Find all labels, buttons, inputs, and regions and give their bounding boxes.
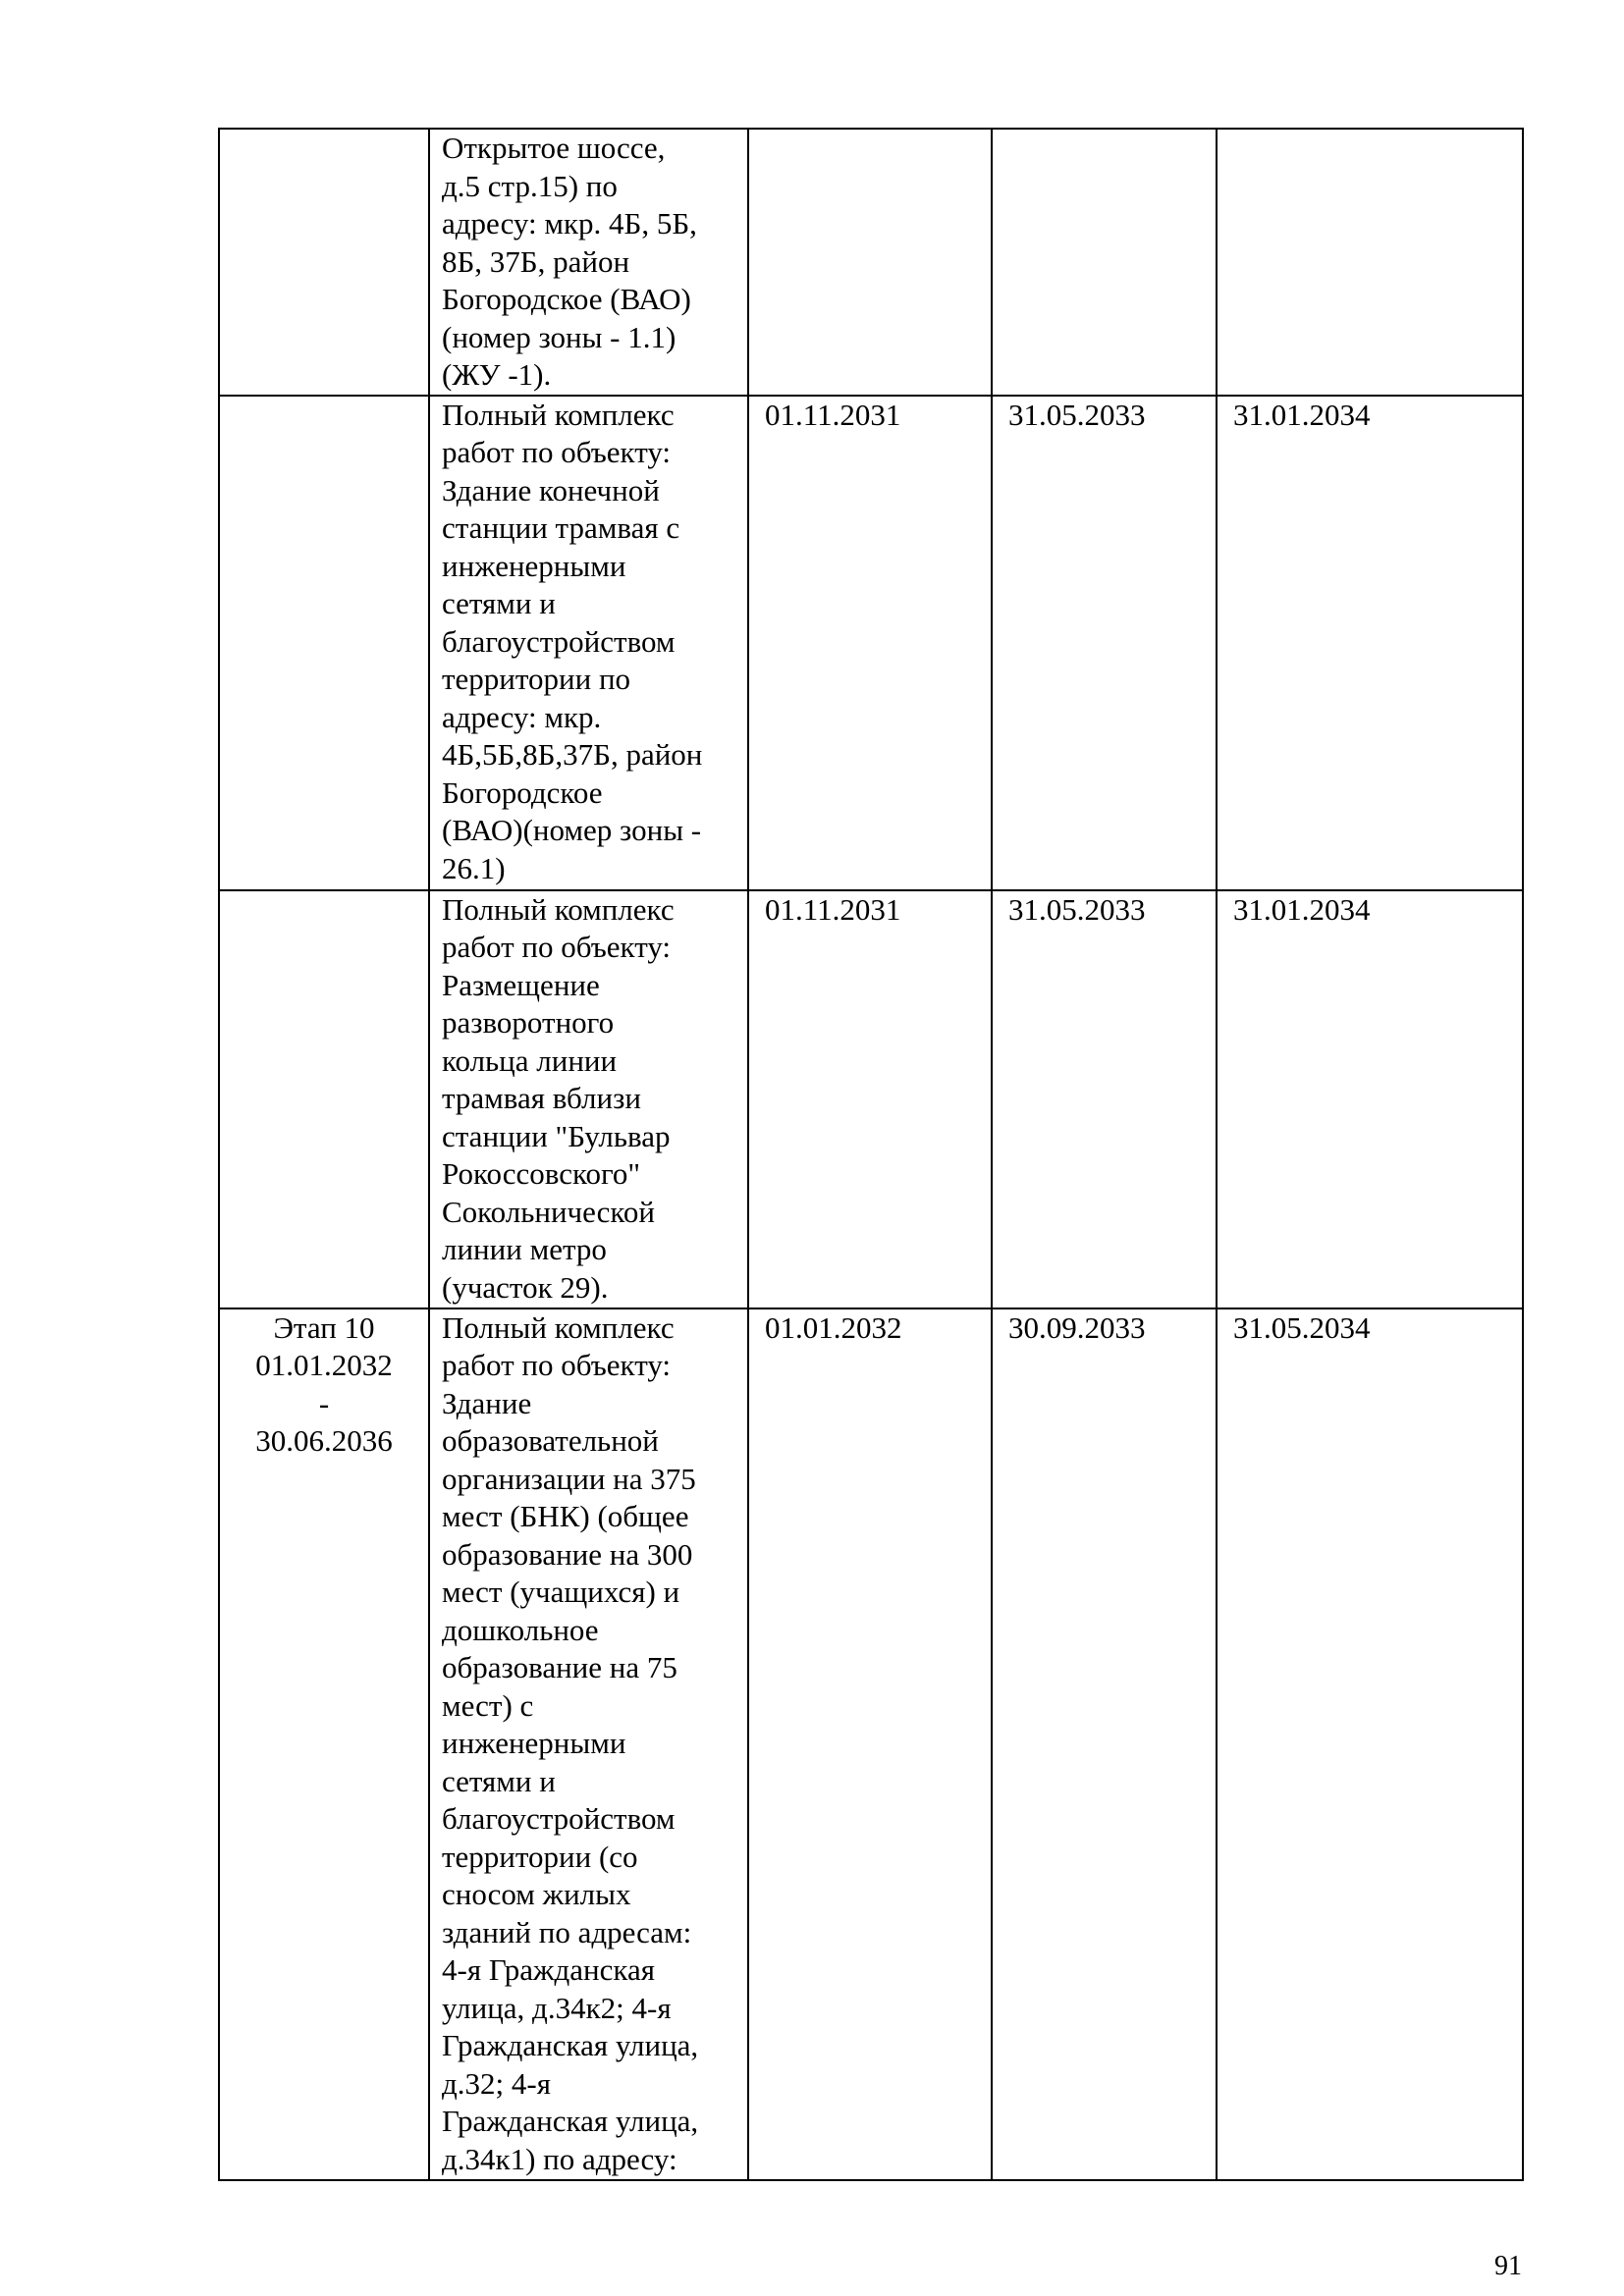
end-construction-date-cell: 31.05.2033 [992, 396, 1217, 890]
end-commissioning-date-cell [1217, 129, 1523, 396]
start-date-cell [748, 129, 992, 396]
table-row [219, 890, 1523, 1308]
schedule-table [218, 128, 1524, 2181]
end-construction-date-cell: 30.09.2033 [992, 1308, 1217, 2180]
stage-cell [219, 129, 429, 396]
end-construction-date-cell [992, 129, 1217, 396]
table-row [219, 129, 1523, 396]
end-commissioning-date-cell: 31.01.2034 [1217, 396, 1523, 890]
end-commissioning-date-cell: 31.01.2034 [1217, 890, 1523, 1308]
stage-cell [219, 396, 429, 890]
stage-cell [219, 890, 429, 1308]
end-commissioning-date-cell: 31.05.2034 [1217, 1308, 1523, 2180]
start-date-cell: 01.11.2031 [748, 890, 992, 1308]
table-row [219, 1308, 1523, 2180]
table-row [219, 396, 1523, 890]
page-number: 91 [1494, 2251, 1522, 2281]
start-date-cell: 01.11.2031 [748, 396, 992, 890]
description-cell: Полный комплекс работ по объекту: Здание образовательной организации на 375 мест (БНК) (общее образование на 300 мест (учащихся) и дошкольное образование на 75 мест) с инженерными сетями и благоустройством территории (со сносом жилых зданий по адресам: 4-я Гражданская улица, д.34к2; 4-я Гражданская улица, д.32; 4-я Гражданская улица, д.34к1) по адресу: [429, 1308, 748, 2180]
description-cell: Полный комплекс работ по объекту: Здание конечной станции трамвая с инженерными сетями и благоустройством территории по адресу: мкр. 4Б,5Б,8Б,37Б, район Богородское (ВАО)(номер зоны - 26.1) [429, 396, 748, 890]
end-construction-date-cell: 31.05.2033 [992, 890, 1217, 1308]
description-cell: Полный комплекс работ по объекту: Размещение разворотного кольца линии трамвая вблизи станции "Бульвар Рокоссовского" Сокольнической линии метро (участок 29). [429, 890, 748, 1308]
description-cell: Открытое шоссе, д.5 стр.15) по адресу: мкр. 4Б, 5Б, 8Б, 37Б, район Богородское (ВАО) (номер зоны - 1.1) (ЖУ -1). [429, 129, 748, 396]
stage-cell: Этап 10 01.01.2032 - 30.06.2036 [219, 1308, 429, 2180]
start-date-cell: 01.01.2032 [748, 1308, 992, 2180]
